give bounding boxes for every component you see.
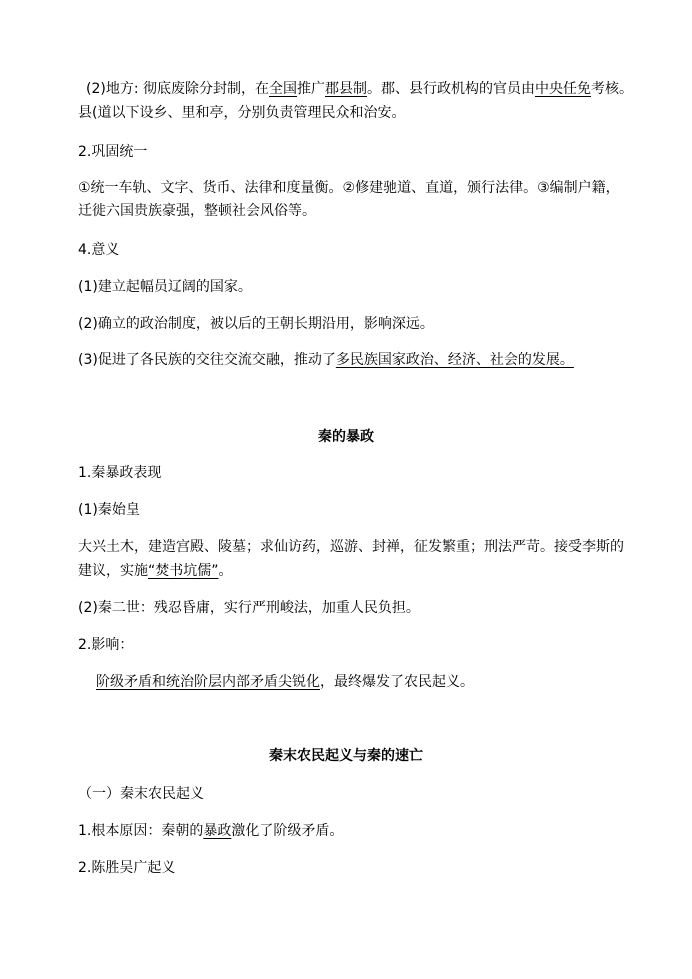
impact-line: 阶级矛盾和统治阶层内部矛盾尖锐化，最终爆发了农民起义。 xyxy=(96,674,474,690)
significance-item-2: (2)确立的政治制度，被以后的王朝长期沿用，影响深远。 xyxy=(78,316,434,332)
tyranny-line-2: 建议，实施“焚书坑儒”。 xyxy=(78,563,233,579)
heading-late-qin-uprising: 秦末农民起义与秦的速亡 xyxy=(269,748,423,764)
tyranny-title: 1.秦暴政表现 xyxy=(78,465,162,481)
consolidate-line-1: ①统一车轨、文字、货币、法律和度量衡。②修建驰道、直道，颁行法律。③编制户籍， xyxy=(78,180,620,196)
section-title-significance: 4.意义 xyxy=(78,242,120,258)
significance-item-3: (3)促进了各民族的交往交流交融，推动了多民族国家政治、经济、社会的发展。 xyxy=(78,352,574,368)
local-admin-line-1: (2)地方: 彻底废除分封制，在全国推广郡县制。郡、县行政机构的官员由中央任免考核。 xyxy=(86,81,633,97)
section-title-consolidate: 2.巩固统一 xyxy=(78,144,148,160)
uprising-part-title: （一）秦末农民起义 xyxy=(78,786,204,802)
underlined-text: 全国 xyxy=(269,81,297,97)
underlined-text: 多民族国家政治、经济、社会的发展。 xyxy=(335,352,574,368)
tyranny-line-1: 大兴土木，建造宫殿、陵墓；求仙访药，巡游、封禅，征发繁重；刑法严苛。接受李斯的 xyxy=(78,539,624,555)
underlined-text: 阶级矛盾和统治阶层内部矛盾尖锐化 xyxy=(96,674,320,690)
tyranny-sub-emperor: (1)秦始皇 xyxy=(78,502,140,518)
underlined-text: 暴政 xyxy=(203,823,232,839)
local-admin-line-2: 县(道以下设乡、里和亭，分别负责管理民众和治安。 xyxy=(78,105,406,121)
uprising-chen-wu: 2.陈胜吴广起义 xyxy=(78,860,176,876)
consolidate-line-2: 迁徙六国贵族豪强，整顿社会风俗等。 xyxy=(78,203,316,219)
underlined-text: “焚书坑儒” xyxy=(148,563,219,579)
underlined-text: 郡县制 xyxy=(325,81,367,97)
uprising-root-cause: 1.根本原因：秦朝的暴政激化了阶级矛盾。 xyxy=(78,823,344,839)
impact-title: 2.影响： xyxy=(78,637,134,653)
heading-qin-tyranny: 秦的暴政 xyxy=(318,429,374,445)
tyranny-sub-second-emperor: (2)秦二世：残忍昏庸，实行严刑峻法，加重人民负担。 xyxy=(78,600,420,616)
underlined-text: 中央任免 xyxy=(535,81,591,97)
significance-item-1: (1)建立起幅员辽阔的国家。 xyxy=(78,279,252,295)
